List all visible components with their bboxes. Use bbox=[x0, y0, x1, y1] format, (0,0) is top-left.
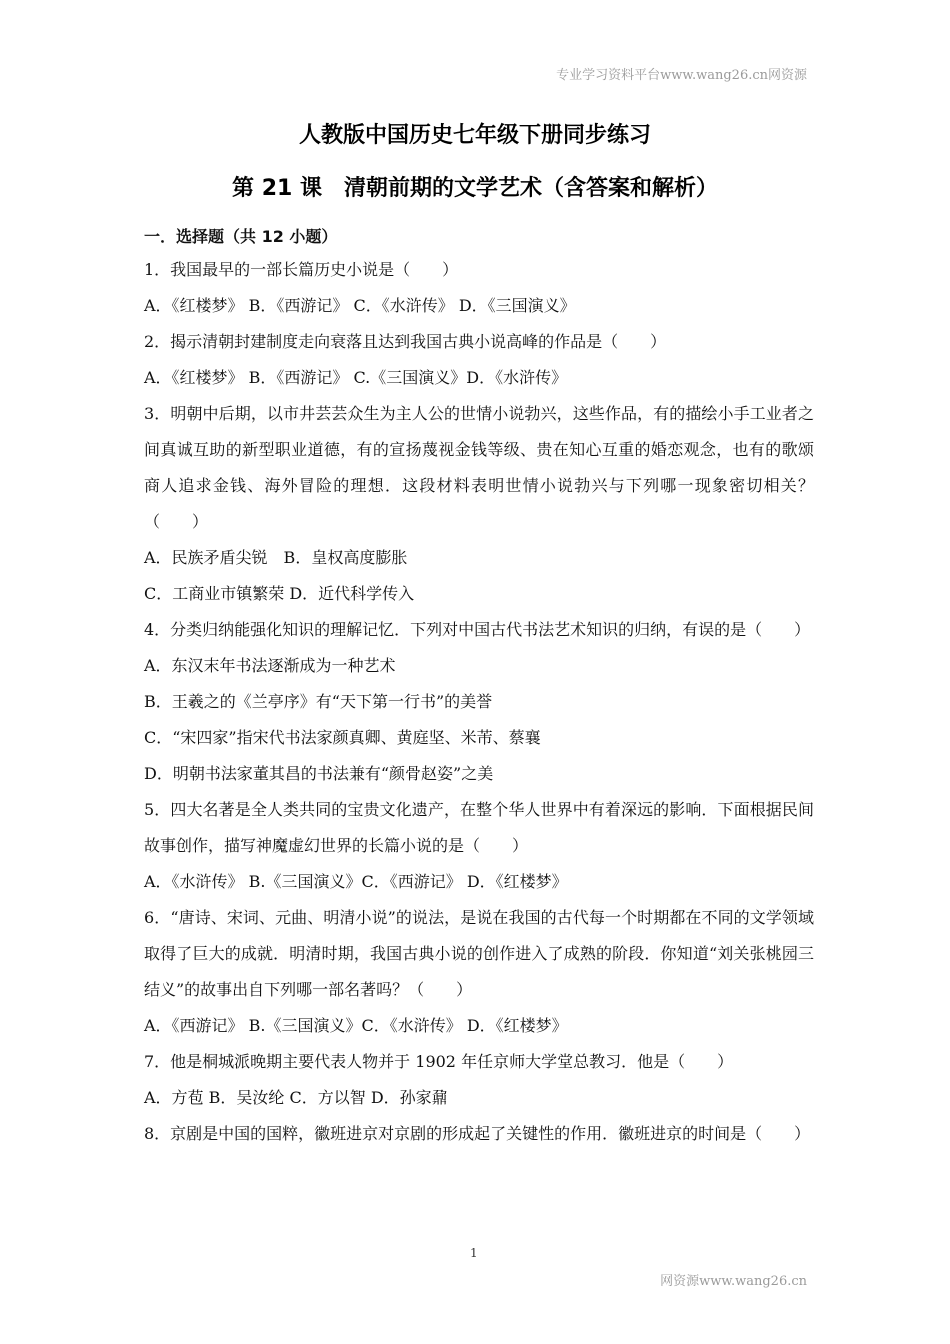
question-text: 8．京剧是中国的国粹，徽班进京对京剧的形成起了关键性的作用．徽班进京的时间是（ ） bbox=[144, 1124, 811, 1143]
question-1 bbox=[144, 252, 814, 324]
question-4 bbox=[144, 612, 814, 792]
question-text: 3．明朝中后期，以市井芸芸众生为主人公的世情小说勃兴，这些作品，有的描绘小手工业者之间真诚互助的新型职业道德，有的宣扬蔑视金钱等级、贵在知心互重的婚恋观念，也有的歌颂商人追求金钱、海外冒险的理想．这段材料表明世情小说勃兴与下列哪一现象密切相关？（ ） bbox=[144, 404, 814, 531]
question-options: A．民族矛盾尖锐 B．皇权高度膨胀 bbox=[144, 548, 408, 567]
question-text: 4．分类归纳能强化知识的理解记忆．下列对中国古代书法艺术知识的归纳，有误的是（ ） bbox=[144, 620, 811, 639]
question-3 bbox=[144, 396, 814, 612]
question-options: A．《西游记》 B.《三国演义》C．《水浒传》 D．《红楼梦》 bbox=[144, 1016, 568, 1035]
document-title: 人教版中国历史七年级下册同步练习 bbox=[298, 123, 651, 148]
question-7 bbox=[144, 1044, 814, 1116]
question-5 bbox=[144, 792, 814, 900]
question-2 bbox=[144, 324, 814, 396]
question-6 bbox=[144, 900, 814, 1044]
option-c: C．“宋四家”指宋代书法家颜真卿、黄庭坚、米芾、蔡襄 bbox=[144, 728, 541, 747]
question-text: 2．揭示清朝封建制度走向衰落且达到我国古典小说高峰的作品是（ ） bbox=[144, 332, 667, 351]
question-options: A．《红楼梦》 B．《西游记》 C.《三国演义》D．《水浒传》 bbox=[144, 368, 568, 387]
section-heading: 一．选择题（共 12 小题） bbox=[144, 227, 338, 246]
header-source-note: 专业学习资料平台www.wang26.cn网资源 bbox=[556, 68, 807, 83]
question-text: 5．四大名著是全人类共同的宝贵文化遗产，在整个华人世界中有着深远的影响．下面根据民间故事创作，描写神魔虚幻世界的长篇小说的是（ ） bbox=[144, 800, 814, 855]
option-a: A．东汉末年书法逐渐成为一种艺术 bbox=[144, 656, 396, 675]
question-text: 7．他是桐城派晚期主要代表人物并于 1902 年任京师大学堂总教习．他是（ ） bbox=[144, 1052, 734, 1071]
footer-source-note: 网资源www.wang26.cn bbox=[660, 1274, 807, 1289]
content-body bbox=[144, 222, 814, 1152]
question-options: A．《水浒传》 B.《三国演义》C．《西游记》 D．《红楼梦》 bbox=[144, 872, 568, 891]
document-subtitle: 第 21 课 清朝前期的文学艺术（含答案和解析） bbox=[232, 176, 718, 201]
option-b: B．王羲之的《兰亭序》有“天下第一行书”的美誉 bbox=[144, 692, 493, 711]
question-options: C．工商业市镇繁荣 D．近代科学传入 bbox=[144, 584, 415, 603]
question-text: 6．“唐诗、宋词、元曲、明清小说”的说法，是说在我国的古代每一个时期都在不同的文学领域取得了巨大的成就．明清时期，我国古典小说的创作进入了成熟的阶段．你知道“刘关张桃园三结义”的故事出自下列哪一部名著吗？（ ） bbox=[144, 908, 814, 999]
question-options: A．《红楼梦》 B．《西游记》 C．《水浒传》 D．《三国演义》 bbox=[144, 296, 576, 315]
question-8 bbox=[144, 1116, 814, 1152]
question-options: A．方苞 B．吴汝纶 C．方以智 D．孙家鼐 bbox=[144, 1088, 448, 1107]
page-number: 1 bbox=[470, 1246, 478, 1260]
question-text: 1．我国最早的一部长篇历史小说是（ ） bbox=[144, 260, 459, 279]
option-d: D．明朝书法家董其昌的书法兼有“颜骨赵姿”之美 bbox=[144, 764, 494, 783]
